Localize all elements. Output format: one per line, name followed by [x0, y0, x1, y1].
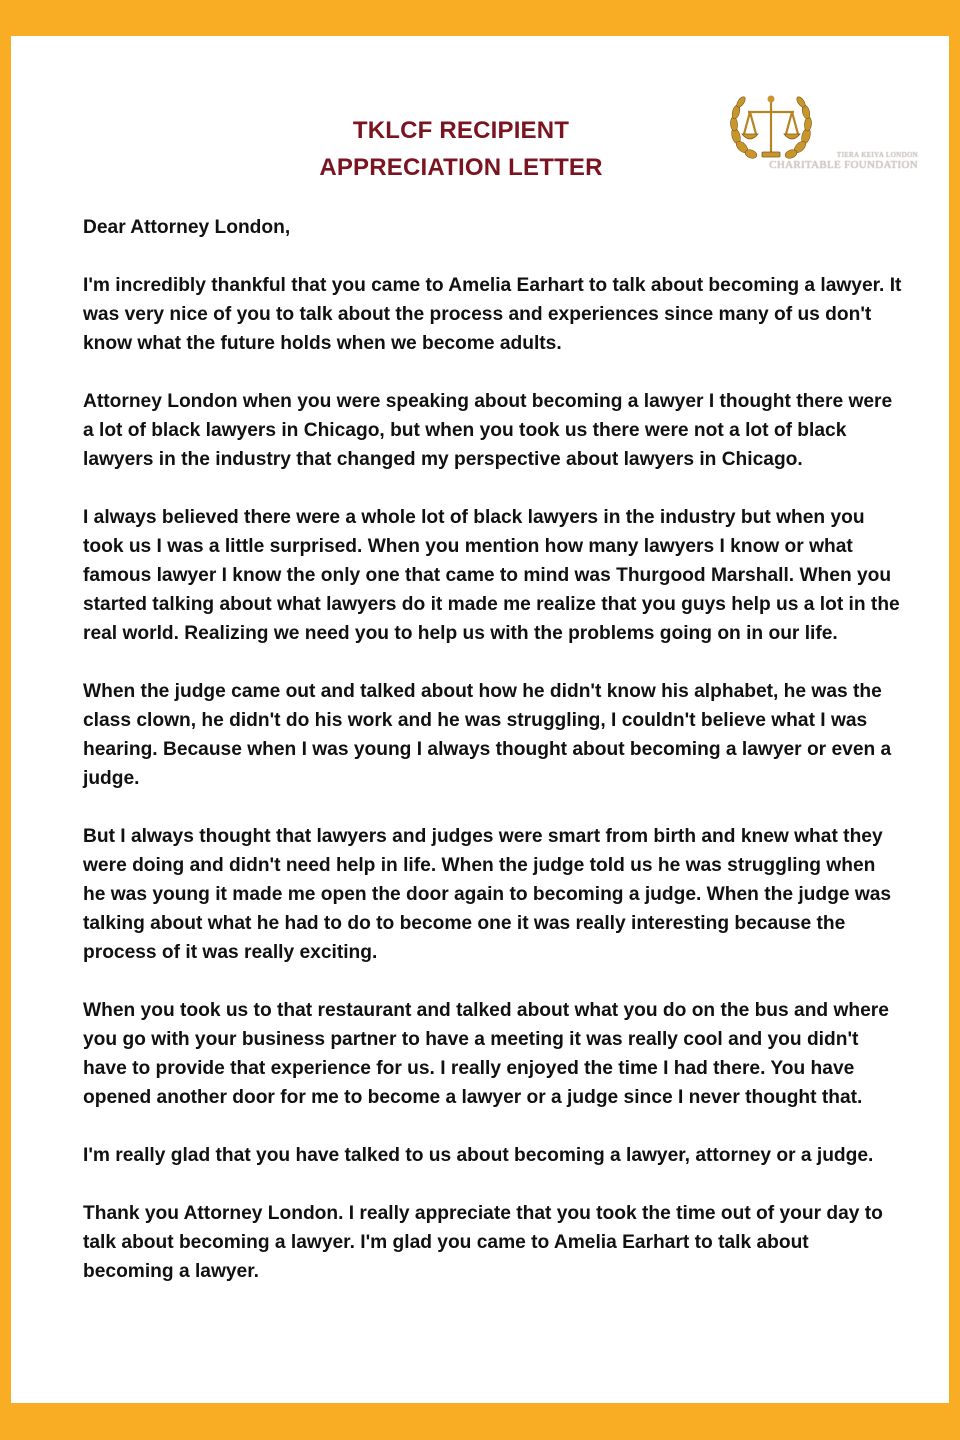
paragraph-8: Thank you Attorney London. I really appreciate that you took the time out of your day to talk about becoming a lawyer. I'm glad you came to Amelia Earhart to talk about becoming a lawyer.	[83, 1203, 883, 1282]
paragraph-6: When you took us to that restaurant and talked about what you do on the bus and where you go with your business partner to have a meeting it was really cool and you didn't have to provide that experience for us. I really enjoyed the time I had there. You have opened another door for me to become a lawyer or a judge since I never thought that.	[83, 1000, 889, 1108]
logo-line-1: TIERA KEIYA LONDON	[836, 151, 918, 159]
paragraph-1: I'm incredibly thankful that you came to Amelia Earhart to talk about becoming a lawyer. It was very nice of you to talk about the process and experiences since many of us don't know what the future holds when we become adults.	[83, 275, 902, 354]
paragraph-2: Attorney London when you were speaking about becoming a lawyer I thought there were a lot of black lawyers in Chicago, but when you took us there were not a lot of black lawyers in the industry that changed my perspective about lawyers in Chicago.	[83, 391, 893, 470]
foundation-logo	[726, 90, 921, 174]
paragraph-7: I'm really glad that you have talked to us about becoming a lawyer, attorney or a judge.	[83, 1145, 874, 1166]
title-line-1: TKLCF RECIPIENT	[352, 117, 570, 144]
title-line-2: APPRECIATION LETTER	[319, 154, 603, 181]
logo-wordmark	[758, 150, 918, 170]
paragraph-4: When the judge came out and talked about how he didn't know his alphabet, he was the class clown, he didn't do his work and he was struggling, I couldn't believe what I was hearing. Because when I was young I always thought about becoming a lawyer or even a judge.	[83, 681, 892, 789]
paragraph-3: I always believed there were a whole lot of black lawyers in the industry but when you took us I was a little surprised. When you mention how many lawyers I know or what famous lawyer I know the only one that came to mind was Thurgood Marshall. When you started talking about what lawyers do it made me realize that you guys help us a lot in the real world. Realizing we need you to help us with the problems going on in our life.	[83, 507, 900, 644]
paragraph-5: But I always thought that lawyers and judges were smart from birth and knew what they were doing and didn't need help in life. When the judge told us he was struggling when he was young it made me open the door again to becoming a judge. When the judge was talking about what he had to do to become one it was really interesting because the process of it was really exciting.	[83, 826, 892, 963]
salutation: Dear Attorney London,	[83, 217, 291, 238]
letter-body	[83, 213, 903, 1315]
letter-page	[11, 36, 949, 1403]
logo-line-2: CHARITABLE FOUNDATION	[769, 159, 918, 171]
